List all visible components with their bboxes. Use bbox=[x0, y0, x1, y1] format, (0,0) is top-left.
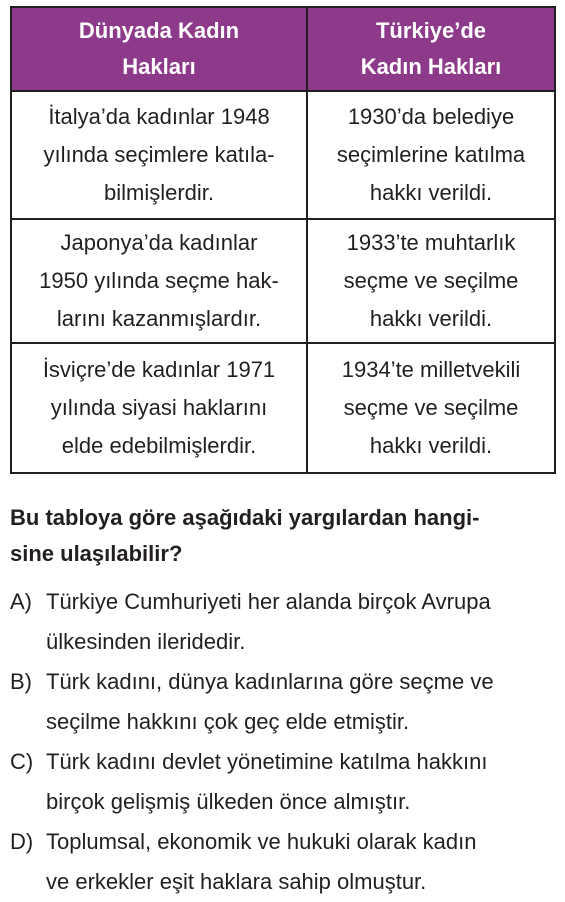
table-cell-italy: İtalya’da kadınlar 1948 yılında seçimlere katıla- bilmişlerdir. bbox=[12, 92, 308, 220]
option-letter: C) bbox=[10, 749, 34, 774]
table-cell-1930: 1930’da belediye seçimlerine katılma hakkı verildi. bbox=[308, 92, 554, 220]
option-a[interactable] bbox=[10, 582, 560, 662]
option-text: Türkiye Cumhuriyeti her alanda birçok Avrupa ülkesinden ileridedir. bbox=[46, 589, 491, 654]
table-cell-japan: Japonya’da kadınlar 1950 yılında seçme hak- larını kazanmışlardır. bbox=[12, 220, 308, 344]
header-world-rights: Dünyada Kadın Hakları bbox=[12, 8, 308, 92]
question-text: Bu tabloya göre aşağıdaki yargılardan hangi- sine ulaşılabilir? bbox=[10, 505, 480, 566]
option-letter: D) bbox=[10, 829, 34, 854]
table-cell-switzerland: İsviçre’de kadınlar 1971 yılında siyasi haklarını elde edebilmişlerdir. bbox=[12, 344, 308, 472]
option-text: Türk kadını, dünya kadınlarına göre seçme ve seçilme hakkını çok geç elde etmiştir. bbox=[46, 669, 494, 734]
option-b[interactable] bbox=[10, 662, 560, 742]
option-text: Toplumsal, ekonomik ve hukuki olarak kadın ve erkekler eşit haklara sahip olmuştur. bbox=[46, 829, 477, 894]
option-letter: A) bbox=[10, 589, 32, 614]
rights-comparison-table bbox=[10, 6, 556, 474]
table-cell-1934: 1934’te milletvekili seçme ve seçilme hakkı verildi. bbox=[341, 357, 521, 458]
answer-options bbox=[10, 582, 560, 902]
option-d[interactable] bbox=[10, 822, 560, 902]
table-cell-1933: 1933’te muhtarlık seçme ve seçilme hakkı verildi. bbox=[308, 220, 554, 344]
header-turkey-rights: Türkiye’de Kadın Hakları bbox=[308, 8, 554, 92]
option-text: Türk kadını devlet yönetimine katılma hakkını birçok gelişmiş ülkeden önce almıştır. bbox=[46, 749, 488, 814]
option-c[interactable] bbox=[10, 742, 560, 822]
option-letter: B) bbox=[10, 669, 32, 694]
